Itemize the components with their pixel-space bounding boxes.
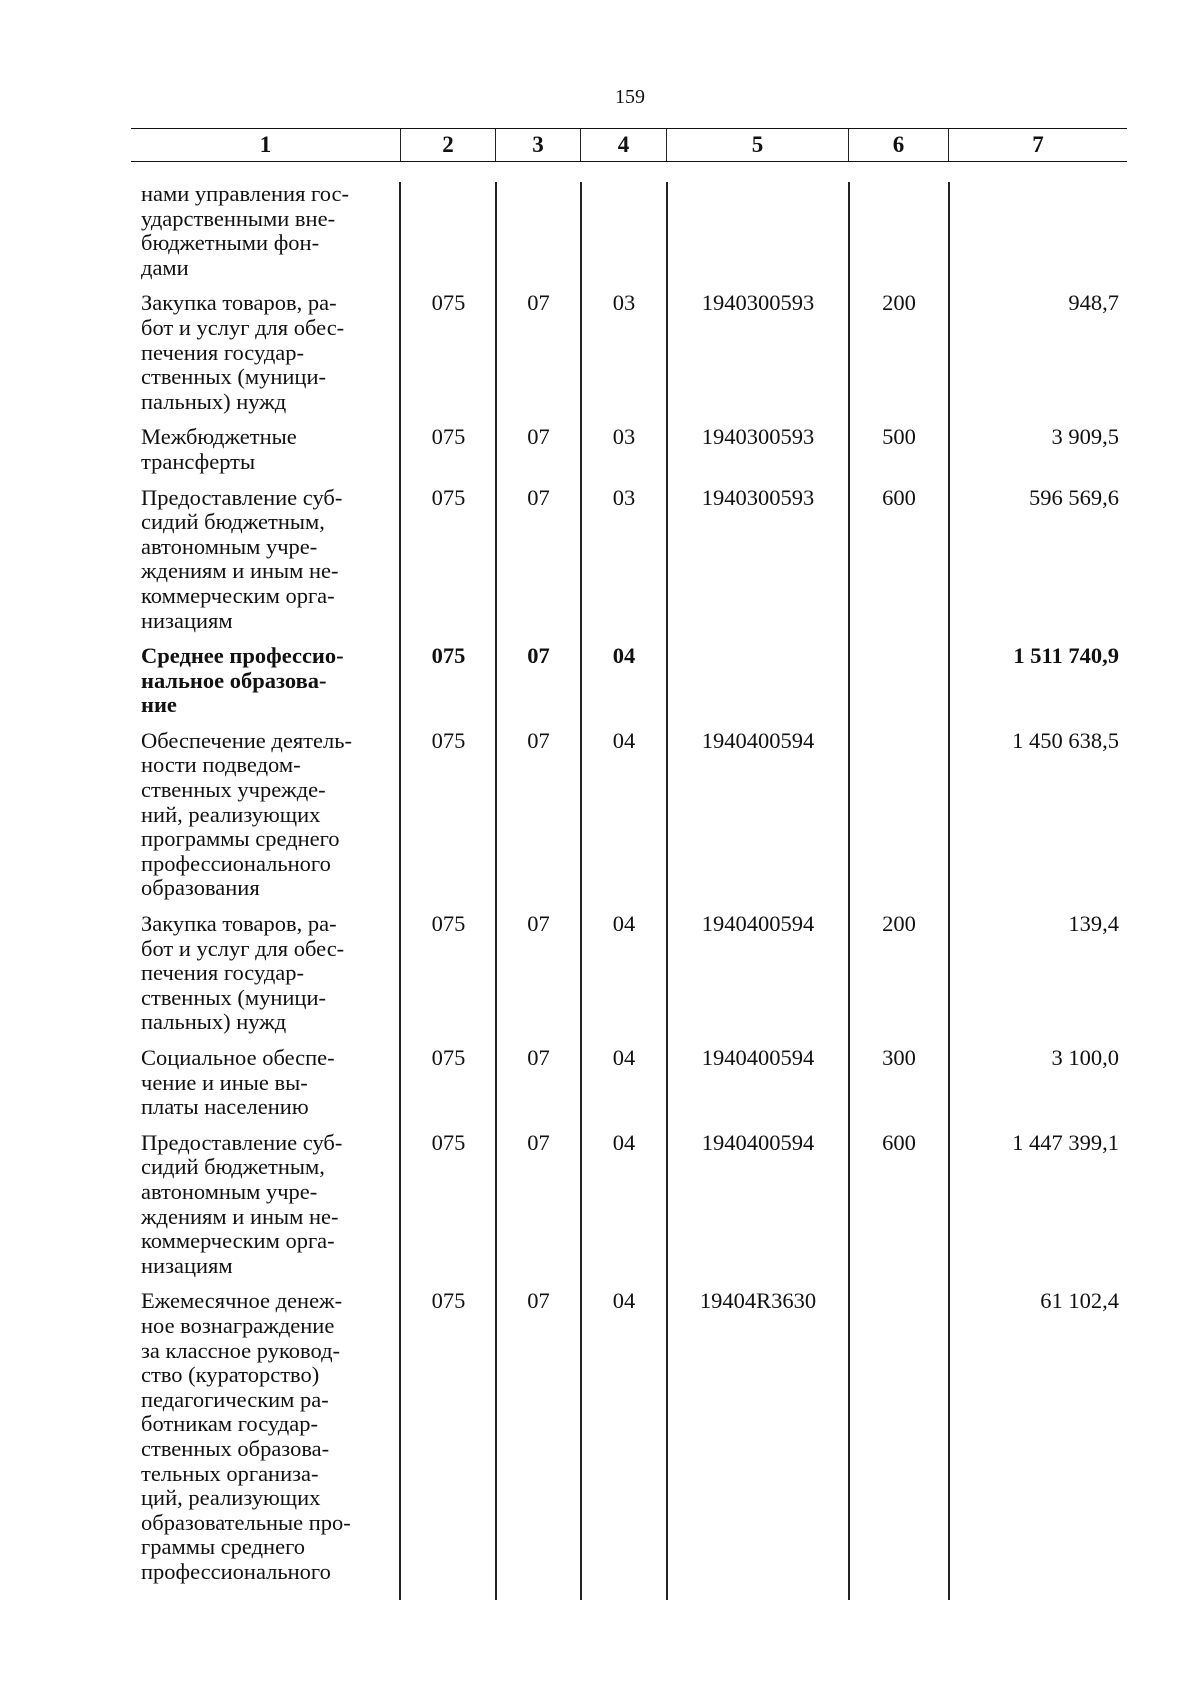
cell-col-3: 07 [527, 643, 550, 669]
cell-col-5: 1940400594 [701, 911, 815, 937]
cell-col-4: 04 [612, 1045, 636, 1070]
row-label: нами управления гос- ударственными вне- бюджетными фон- дами [141, 181, 350, 280]
cell-col-4: 04 [612, 727, 636, 753]
cell-col-7: 3 100,0 [1051, 1045, 1119, 1070]
table-row [131, 1131, 1127, 1279]
cell-col-7 [949, 182, 1127, 280]
cell-col-7: 948,7 [1068, 290, 1119, 316]
cell-col-5: 1940400594 [701, 1045, 815, 1070]
cell-col-5: 1940400594 [701, 727, 815, 753]
cell-col-4: 03 [612, 484, 636, 510]
header-cell-5: 5 [667, 129, 849, 161]
page-number: 159 [615, 86, 645, 108]
cell-col-2: 075 [431, 1129, 466, 1155]
cell-col-7: 3 909,5 [1051, 424, 1119, 450]
column-divider [666, 182, 668, 1600]
column-divider [948, 182, 950, 1600]
header-cell-2: 2 [401, 129, 496, 161]
row-label: Закупка товаров, ра- бот и услуг для обес- печения государ- ственных (муници- пальных) нужд [141, 911, 345, 1035]
cell-col-6: 300 [882, 1045, 916, 1070]
row-label: Предоставление суб- сидий бюджетным, автономным учре- ждениям и иным не- коммерческим орга- низациям [141, 1129, 343, 1278]
cell-col-5: 19404R3630 [699, 1288, 817, 1314]
cell-col-6: 600 [882, 484, 916, 510]
cell-col-4: 03 [612, 424, 636, 450]
cell-col-3: 07 [527, 290, 550, 316]
cell-col-6 [849, 729, 949, 901]
table-row [131, 486, 1127, 634]
table-header-row [131, 128, 1127, 162]
row-label: Среднее профессио- нальное образова- ние [141, 643, 344, 718]
column-divider [399, 182, 401, 1600]
cell-col-5 [667, 182, 849, 280]
cell-col-3: 07 [527, 1288, 550, 1314]
cell-col-6 [849, 1289, 949, 1584]
cell-col-5 [667, 644, 849, 718]
cell-col-6: 200 [882, 911, 916, 937]
cell-col-5: 1940300593 [701, 484, 815, 510]
cell-col-2: 075 [431, 424, 466, 450]
cell-col-4: 04 [612, 1129, 636, 1155]
row-label: Предоставление суб- сидий бюджетным, автономным учре- ждениям и иным не- коммерческим орга- низациям [141, 484, 343, 633]
table-row [131, 1289, 1127, 1584]
cell-col-7: 1 447 399,1 [1012, 1129, 1119, 1155]
cell-col-7: 61 102,4 [1040, 1288, 1119, 1314]
column-divider [580, 182, 582, 1600]
cell-col-4: 04 [612, 911, 636, 937]
cell-col-3: 07 [527, 911, 550, 937]
cell-col-2 [401, 182, 496, 280]
cell-col-2: 075 [431, 727, 466, 753]
cell-col-3 [496, 182, 581, 280]
budget-table [131, 128, 1127, 1600]
table-row [131, 291, 1127, 414]
cell-col-5: 1940300593 [701, 290, 815, 316]
cell-col-2: 075 [431, 484, 466, 510]
header-cell-7: 7 [1032, 132, 1044, 157]
cell-col-2: 075 [431, 290, 466, 316]
row-label: Обеспечение деятель- ности подведом- ственных учрежде- ний, реализующих программы среднего профессионального образования [141, 727, 352, 901]
cell-col-3: 07 [527, 727, 550, 753]
cell-col-2: 075 [431, 1045, 466, 1070]
row-label: Ежемесячное денеж- ное вознаграждение за классное руковод- ство (кураторство) педагогическим ра- ботникам государ- ственных образова- тельных организа- ций, реализующих образовательные про- граммы среднего профессионального [141, 1288, 351, 1584]
cell-col-4: 03 [612, 290, 636, 316]
table-body [131, 182, 1127, 1600]
cell-col-7: 1 511 740,9 [1013, 643, 1119, 669]
row-label: Закупка товаров, ра- бот и услуг для обес- печения государ- ственных (муници- пальных) нужд [141, 290, 345, 414]
cell-col-5: 1940300593 [701, 424, 815, 450]
cell-col-6: 500 [882, 424, 916, 450]
header-cell-1: 1 [131, 129, 401, 161]
cell-col-3: 07 [527, 1045, 550, 1070]
table-row [131, 729, 1127, 901]
cell-col-3: 07 [527, 424, 550, 450]
cell-col-4: 04 [612, 643, 636, 669]
table-row [131, 644, 1127, 718]
table-row [131, 1046, 1127, 1120]
cell-col-7: 139,4 [1068, 911, 1119, 937]
row-label: Социальное обеспе- чение и иные вы- платы населению [141, 1045, 335, 1120]
cell-col-6: 600 [882, 1129, 916, 1155]
cell-col-6: 200 [882, 290, 916, 316]
cell-col-7: 1 450 638,5 [1012, 727, 1119, 753]
cell-col-2: 075 [431, 643, 466, 669]
column-divider [848, 182, 850, 1600]
cell-col-2: 075 [431, 1288, 466, 1314]
cell-col-6 [849, 644, 949, 718]
table-row [131, 912, 1127, 1035]
header-cell-3: 3 [496, 129, 581, 161]
column-divider [495, 182, 497, 1600]
cell-col-5: 1940400594 [701, 1129, 815, 1155]
header-cell-6: 6 [849, 129, 949, 161]
cell-col-7: 596 569,6 [1029, 484, 1119, 510]
table-row [131, 425, 1127, 474]
cell-col-4 [581, 182, 667, 280]
header-cell-4: 4 [581, 129, 667, 161]
row-label: Межбюджетные трансферты [141, 424, 297, 474]
cell-col-4: 04 [612, 1288, 636, 1314]
cell-col-3: 07 [527, 484, 550, 510]
cell-col-3: 07 [527, 1129, 550, 1155]
cell-col-2: 075 [431, 911, 466, 937]
cell-col-6 [849, 182, 949, 280]
table-row [131, 182, 1127, 280]
